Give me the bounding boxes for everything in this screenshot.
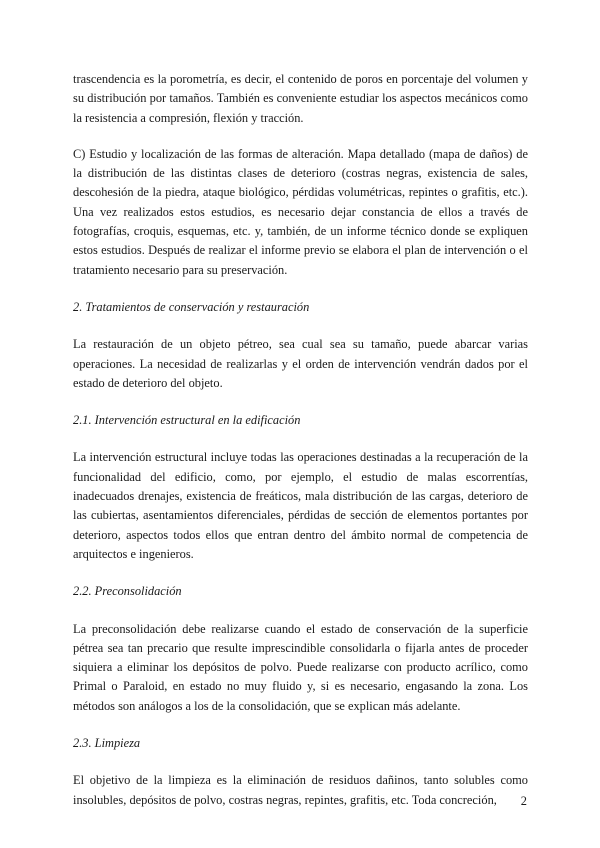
section-heading-treatments: 2. Tratamientos de conservación y restauración	[73, 299, 310, 314]
paragraph-structural-intervention: La intervención estructural incluye todas las operaciones destinadas a la recuperación de la funcionalidad del edificio, como, por ejemplo, el estudio de malas escorrentías, inadecuados drenajes, existencia de freáticos, mala distribución de las cargas, deterioro de las cubiertas, asentamientos diferenciales, pérdidas de sección de elementos portantes por deterioro, aspectos todos ellos que entran dentro del ámbito normal de competencia de arquitectos e ingenieros.	[73, 450, 528, 561]
paragraph-preconsolidation: La preconsolidación debe realizarse cuando el estado de conservación de la superficie pétrea sea tan precario que resulte imprescindible consolidarla o fijarla antes de proceder siquiera a eliminar los depósitos de polvo. Puede realizarse con producto acrílico, como Primal o Paraloid, en estado no muy fluido y, si es necesario, engasando la zona. Los métodos son análogos a los de la consolidación, que se explican más adelante.	[73, 621, 528, 713]
paragraph-alteration-study: C) Estudio y localización de las formas de alteración. Mapa detallado (mapa de daños) de la distribución de las distintas clases de deterioro (costras negras, existencia de sales, descohesión de la piedra, ataque biológico, pérdidas volumétricas, repintes o grafitis, etc.). Una vez realizados estos estudios, es necesario dejar constancia de ellos a través de fotografías, croquis, esquemas, etc. y, también, de un informe técnico donde se expliquen estos estudios. Después de realizar el informe previo se elabora el plan de intervención o el tratamiento necesario para su preservación.	[73, 146, 528, 277]
section-heading-preconsolidation: 2.2. Preconsolidación	[73, 584, 182, 599]
paragraph-cleaning: El objetivo de la limpieza es la eliminación de residuos dañinos, tanto solubles como insolubles, depósitos de polvo, costras negras, repintes, grafitis, etc. Toda concreción,	[73, 773, 528, 807]
section-heading-structural-intervention: 2.1. Intervención estructural en la edificación	[73, 413, 301, 428]
document-page	[73, 70, 528, 810]
paragraph-restoration: La restauración de un objeto pétreo, sea cual sea su tamaño, puede abarcar varias operaciones. La necesidad de realizarlas y el orden de intervención vendrán dados por el estado de deterioro del objeto.	[73, 337, 528, 390]
paragraph-porosity: trascendencia es la porometría, es decir, el contenido de poros en porcentaje del volumen y su distribución por tamaños. También es conveniente estudiar los aspectos mecánicos como la resistencia a compresión, flexión y tracción.	[73, 72, 528, 125]
section-heading-cleaning: 2.3. Limpieza	[73, 736, 141, 751]
page-number: 2	[520, 794, 527, 808]
